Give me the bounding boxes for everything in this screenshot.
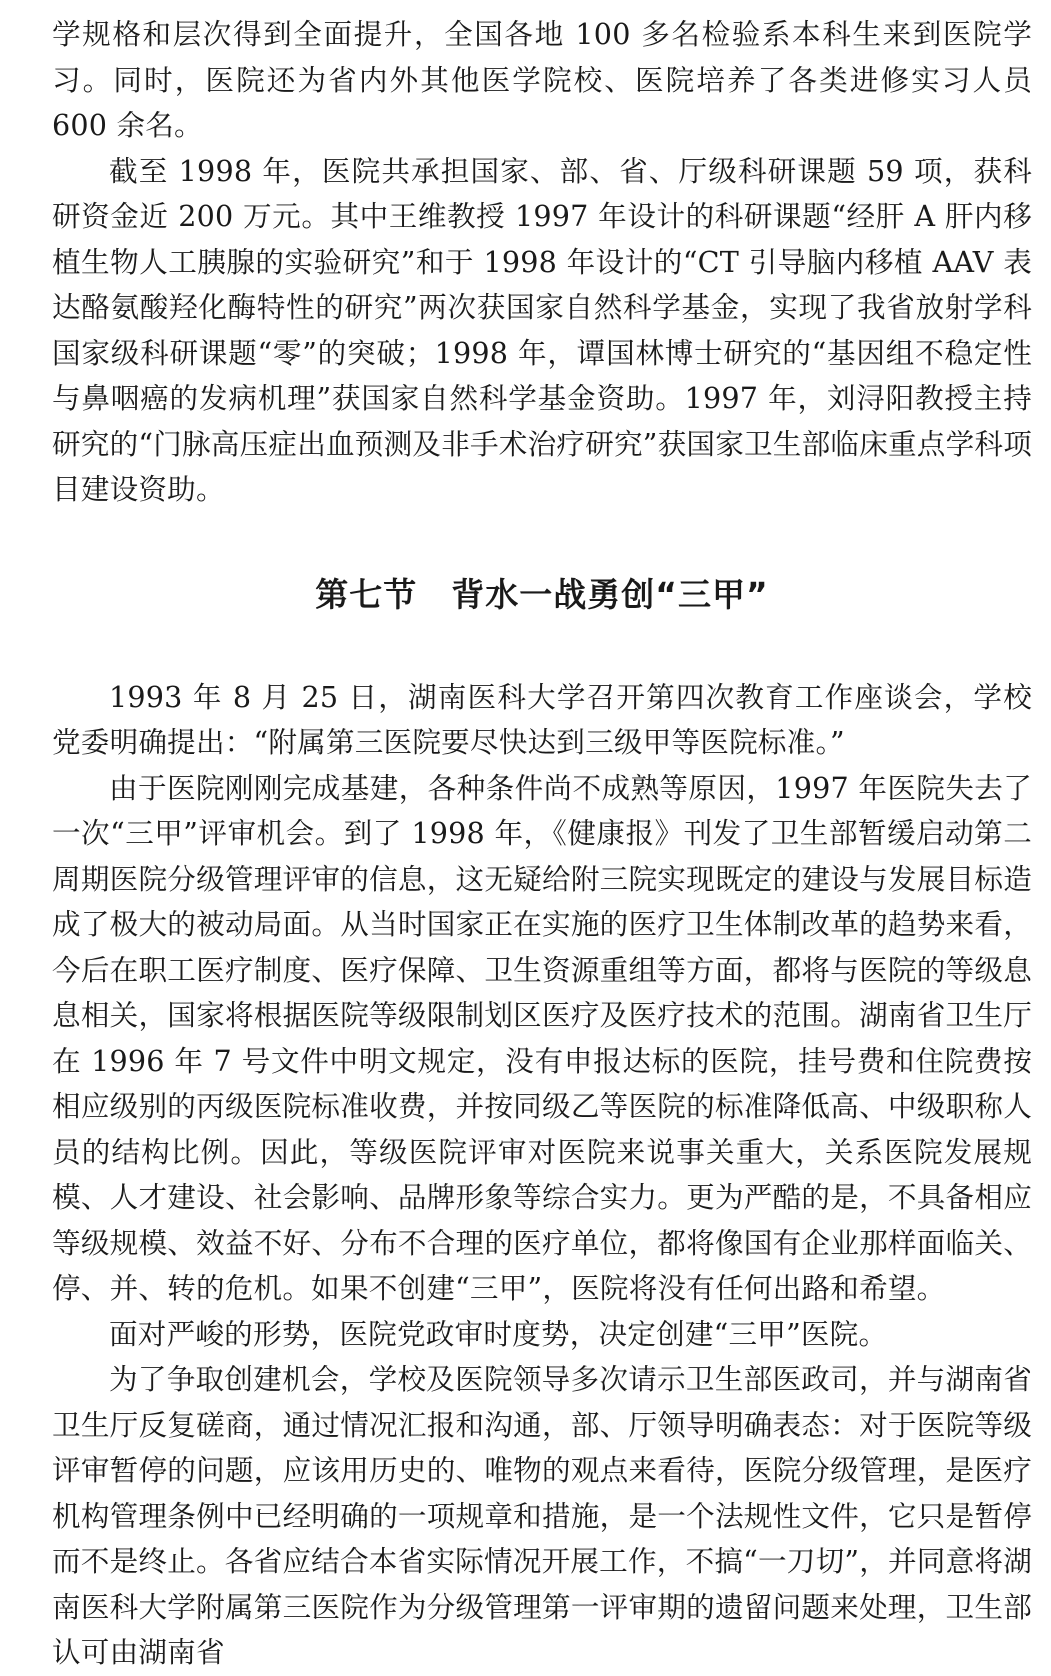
spacer (52, 631, 1032, 675)
spacer (52, 513, 1032, 559)
section-heading: 第七节 背水一战勇创“三甲” (315, 574, 769, 614)
paragraph-1993-meeting: 1993 年 8 月 25 日，湖南医科大学召开第四次教育工作座谈会，学校党委明确提出：“附属第三医院要尽快达到三级甲等医院标准。” (52, 679, 1032, 759)
paragraph-review-situation: 由于医院刚刚完成基建，各种条件尚不成熟等原因，1997 年医院失去了一次“三甲”评审机会。到了 1998 年，《健康报》刊发了卫生部暂缓启动第二周期医院分级管理评审的信息，这无疑给附三院实现既定的建设与发展目标造成了极大的被动局面。从当时国家正在实施的医疗卫生体制改革的趋势来看，今后在职工医疗制度、医疗保障、卫生资源重组等方面，都将与医院的等级息息相关，国家将根据医院等级限制划区医疗及医疗技术的范围。湖南省卫生厅在 1996 年 7 号文件中明文规定，没有申报达标的医院，挂号费和住院费按相应级别的丙级医院标准收费，并按同级乙等医院的标准降低高、中级职称人员的结构比例。因此，等级医院评审对医院来说事关重大，关系医院发展规模、人才建设、社会影响、品牌形象等综合实力。更为严酷的是，不具备相应等级规模、效益不好、分布不合理的医疗单位，都将像国有企业那样面临关、停、并、转的危机。如果不创建“三甲”，医院将没有任何出路和希望。 (52, 770, 1032, 1305)
paragraph-continued: 学规格和层次得到全面提升，全国各地 100 多名检验系本科生来到医院学习。同时，医院还为省内外其他医学院校、医院培养了各类进修实习人员 600 余名。 (52, 17, 1032, 142)
paragraph-research-funding: 截至 1998 年，医院共承担国家、部、省、厅级科研课题 59 项，获科研资金近 200 万元。其中王维教授 1997 年设计的科研课题“经肝 A 肝内移植生物人工胰腺的实验研究”和于 1998 年设计的“CT 引导脑内移植 AAV 表达酪氨酸羟化酶特性的研究”两次获国家自然科学基金，实现了我省放射学科国家级科研课题“零”的突破；1998 年，谭国林博士研究的“基因组不稳定性与鼻咽癌的发病机理”获国家自然科学基金资助。1997 年，刘浔阳教授主持研究的“门脉高压症出血预测及非手术治疗研究”获国家卫生部临床重点学科项目建设资助。 (52, 153, 1032, 506)
paragraph-negotiation: 为了争取创建机会，学校及医院领导多次请示卫生部医政司，并与湖南省卫生厅反复磋商，通过情况汇报和沟通，部、厅领导明确表态：对于医院等级评审暂停的问题，应该用历史的、唯物的观点来看待，医院分级管理，是医疗机构管理条例中已经明确的一项规章和措施，是一个法规性文件，它只是暂停而不是终止。各省应结合本省实际情况开展工作，不搞“一刀切”，并同意将湖南医科大学附属第三医院作为分级管理第一评审期的遗留问题来处理，卫生部认可由湖南省 (52, 1362, 1032, 1669)
paragraph-decision: 面对严峻的形势，医院党政审时度势，决定创建“三甲”医院。 (109, 1316, 888, 1351)
document-page (52, 12, 1032, 1676)
